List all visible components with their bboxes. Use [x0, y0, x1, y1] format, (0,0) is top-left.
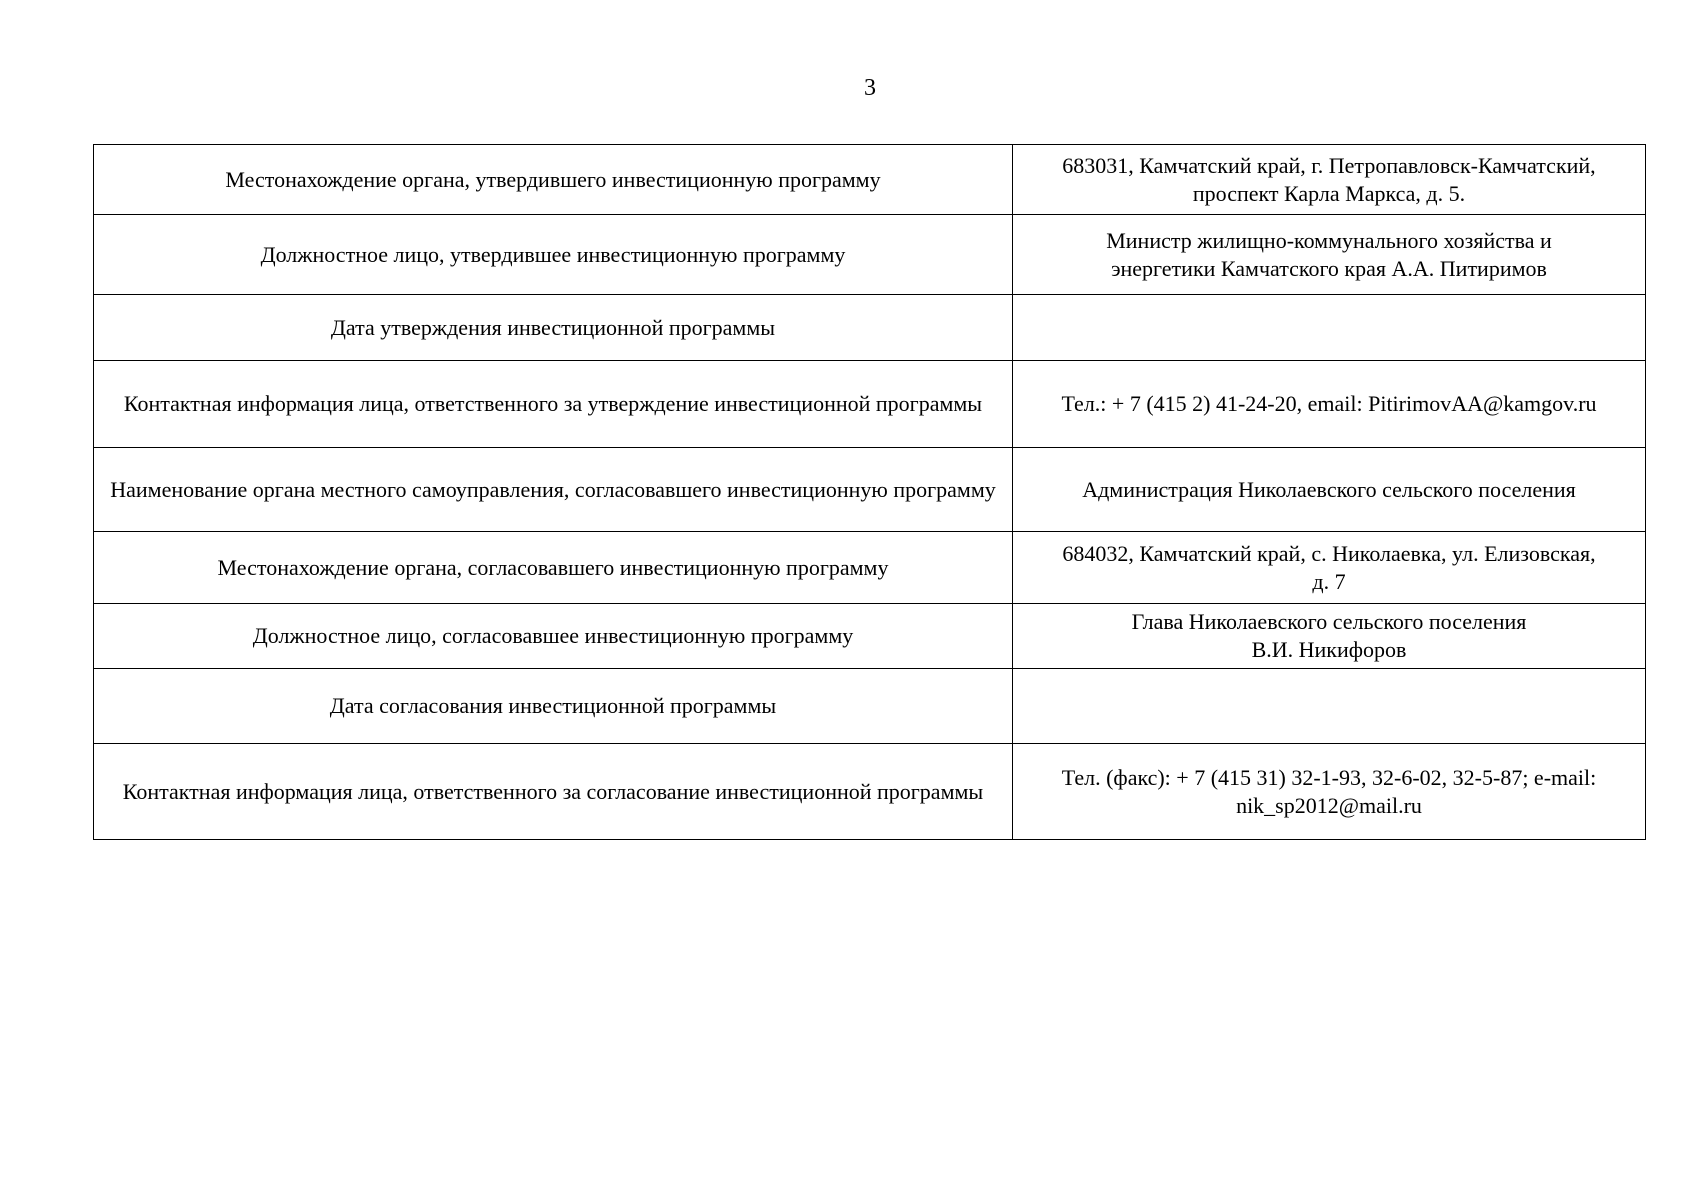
- investment-program-info-table: [93, 144, 1646, 840]
- table-row: [94, 669, 1646, 744]
- row-label: Дата утверждения инвестиционной программы: [94, 295, 1013, 361]
- row-value: [1013, 145, 1646, 215]
- row-value: [1013, 744, 1646, 840]
- table-row: [94, 295, 1646, 361]
- value-line: В.И. Никифоров: [1251, 637, 1407, 662]
- row-label: Дата согласования инвестиционной программы: [94, 669, 1013, 744]
- value-line: Министр жилищно-коммунального хозяйства и: [1106, 227, 1552, 253]
- value-line: проспект Карла Маркса, д. 5.: [1192, 180, 1466, 206]
- value-line: энергетики Камчатского края А.А. Питиримов: [1111, 255, 1547, 281]
- row-value-empty: [1013, 669, 1646, 744]
- value-line: Тел.: + 7 (415 2) 41-24-20, email: PitirimovAA@kamgov.ru: [1061, 391, 1597, 416]
- row-label: Должностное лицо, утвердившее инвестиционную программу: [94, 215, 1013, 295]
- value-line: Глава Николаевского сельского поселения: [1131, 609, 1527, 634]
- value-line: Тел. (факс): + 7 (415 31) 32-1-93, 32-6-02, 32-5-87; e-mail:: [1061, 764, 1597, 790]
- value-line: 684032, Камчатский край, с. Николаевка, ул. Елизовская,: [1062, 540, 1596, 566]
- row-value: [1013, 532, 1646, 604]
- table-row: [94, 604, 1646, 669]
- table-row: [94, 215, 1646, 295]
- row-value: [1013, 448, 1646, 532]
- row-value: [1013, 215, 1646, 295]
- table-row: [94, 532, 1646, 604]
- row-label: Наименование органа местного самоуправления, согласовавшего инвестиционную программу: [94, 448, 1013, 532]
- page-number: 3: [864, 75, 876, 101]
- table-row: [94, 744, 1646, 840]
- value-line: 683031, Камчатский край, г. Петропавловск-Камчатский,: [1062, 152, 1596, 178]
- row-label: Местонахождение органа, утвердившего инвестиционную программу: [94, 145, 1013, 215]
- table-row: [94, 448, 1646, 532]
- value-line: д. 7: [1312, 568, 1346, 594]
- row-label: Контактная информация лица, ответственного за согласование инвестиционной программы: [94, 744, 1013, 840]
- value-line: nik_sp2012@mail.ru: [1236, 792, 1422, 818]
- value-line: Администрация Николаевского сельского поселения: [1082, 476, 1576, 502]
- table-row: [94, 145, 1646, 215]
- row-value: [1013, 361, 1646, 448]
- row-label: Контактная информация лица, ответственного за утверждение инвестиционной программы: [94, 361, 1013, 448]
- table-row: [94, 361, 1646, 448]
- row-label: Должностное лицо, согласовавшее инвестиционную программу: [94, 604, 1013, 669]
- row-value-empty: [1013, 295, 1646, 361]
- row-label: Местонахождение органа, согласовавшего инвестиционную программу: [94, 532, 1013, 604]
- row-value: [1013, 604, 1646, 669]
